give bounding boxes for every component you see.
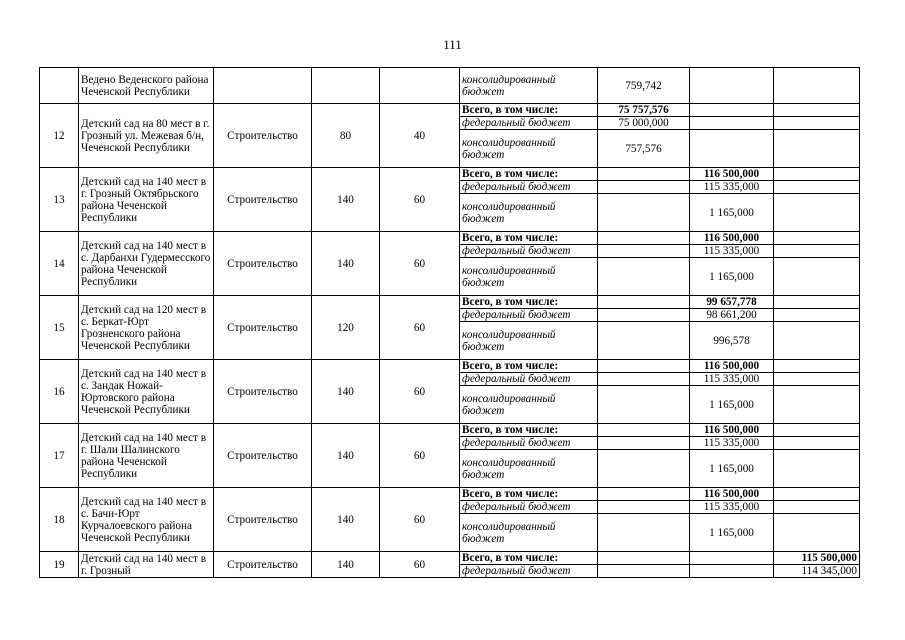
area: 60 [380,168,460,232]
total-value: 115 500,000 [774,552,860,565]
consolidated-budget-2019: 759,742 [598,68,690,104]
federal-budget-value: 115 335,000 [690,501,774,514]
row-number: 13 [40,168,79,232]
consolidated-budget-label: консолидированный бюджет [460,194,598,232]
total-value: 116 500,000 [690,424,774,437]
table-row [40,424,860,437]
object-name: Детский сад на 140 мест в г. Грозный [79,552,214,578]
object-name: Детский сад на 140 мест в с. Дарбанхи Гудермесского района Чеченской Республики [79,232,214,296]
total-value: 99 657,778 [690,296,774,309]
work-type: Строительство [214,168,312,232]
federal-budget-value: 115 335,000 [690,373,774,386]
consolidated-budget-label: консолидированный бюджет [460,386,598,424]
work-type: Строительство [214,424,312,488]
consolidated-budget-label: консолидированный бюджет [460,514,598,552]
consolidated-budget-value: 757,576 [598,130,690,168]
object-name: Детский сад на 140 мест в г. Шали Шалинского района Чеченской Республики [79,424,214,488]
total-value: 116 500,000 [690,488,774,501]
table-row [40,296,860,309]
total-label: Всего, в том числе: [460,296,598,309]
row-number: 15 [40,296,79,360]
total-label: Всего, в том числе: [460,360,598,373]
total-value: 116 500,000 [690,360,774,373]
total-label: Всего, в том числе: [460,168,598,181]
area: 60 [380,360,460,424]
consolidated-budget-label: консолидированный бюджет [460,68,598,104]
table-row [40,552,860,565]
consolidated-budget-label: консолидированный бюджет [460,450,598,488]
federal-budget-label: федеральный бюджет [460,501,598,514]
capacity: 140 [312,424,380,488]
consolidated-budget-label: консолидированный бюджет [460,130,598,168]
federal-budget-label: федеральный бюджет [460,117,598,130]
capacity: 140 [312,360,380,424]
row-number: 16 [40,360,79,424]
total-label: Всего, в том числе: [460,552,598,565]
area: 60 [380,424,460,488]
table-row [40,168,860,181]
row-number: 14 [40,232,79,296]
area: 40 [380,104,460,168]
federal-budget-label: федеральный бюджет [460,373,598,386]
table-row [40,104,860,117]
capacity: 140 [312,552,380,578]
object-name: Детский сад на 140 мест в с. Бачи-Юрт Курчалоевского района Чеченской Республики [79,488,214,552]
table-row [40,68,860,104]
table-row [40,360,860,373]
object-name: Детский сад на 140 мест в с. Зандак Ножай-Юртовского района Чеченской Республики [79,360,214,424]
area: 60 [380,296,460,360]
consolidated-budget-value: 1 165,000 [690,450,774,488]
federal-budget-value: 115 335,000 [690,181,774,194]
capacity: 120 [312,296,380,360]
area: 60 [380,552,460,578]
work-type: Строительство [214,296,312,360]
federal-budget-label: федеральный бюджет [460,245,598,258]
federal-budget-label: федеральный бюджет [460,181,598,194]
total-label: Всего, в том числе: [460,424,598,437]
consolidated-budget-label: консолидированный бюджет [460,258,598,296]
consolidated-budget-value: 1 165,000 [690,194,774,232]
federal-budget-value: 75 000,000 [598,117,690,130]
total-label: Всего, в том числе: [460,232,598,245]
work-type: Строительство [214,552,312,578]
federal-budget-value: 98 661,200 [690,309,774,322]
work-type: Строительство [214,360,312,424]
federal-budget-value: 115 335,000 [690,245,774,258]
row-number: 12 [40,104,79,168]
federal-budget-value: 114 345,000 [774,565,860,578]
work-type: Строительство [214,488,312,552]
area: 60 [380,488,460,552]
capacity: 80 [312,104,380,168]
federal-budget-value: 115 335,000 [690,437,774,450]
federal-budget-label: федеральный бюджет [460,309,598,322]
object-name: Ведено Веденского района Чеченской Республики [79,68,214,104]
object-name: Детский сад на 80 мест в г. Грозный ул. Межевая б/н, Чеченской Республики [79,104,214,168]
work-type: Строительство [214,104,312,168]
row-number: 17 [40,424,79,488]
total-label: Всего, в том числе: [460,104,598,117]
page-number: 111 [443,37,462,52]
total-value: 75 757,576 [598,104,690,117]
total-label: Всего, в том числе: [460,488,598,501]
consolidated-budget-label: консолидированный бюджет [460,322,598,360]
federal-budget-label: федеральный бюджет [460,565,598,578]
capacity: 140 [312,168,380,232]
capacity: 140 [312,488,380,552]
table-row [40,488,860,501]
consolidated-budget-value: 1 165,000 [690,514,774,552]
funding-table [39,67,860,578]
consolidated-budget-value: 996,578 [690,322,774,360]
row-number: 18 [40,488,79,552]
consolidated-budget-value: 1 165,000 [690,386,774,424]
object-name: Детский сад на 120 мест в с. Беркат-Юрт Грозненского района Чеченской Республики [79,296,214,360]
row-number: 19 [40,552,79,578]
area: 60 [380,232,460,296]
table-body [40,68,860,578]
table-row [40,232,860,245]
capacity: 140 [312,232,380,296]
row-number [40,68,79,104]
object-name: Детский сад на 140 мест в г. Грозный Октябрьского района Чеченской Республики [79,168,214,232]
federal-budget-label: федеральный бюджет [460,437,598,450]
total-value: 116 500,000 [690,232,774,245]
consolidated-budget-value: 1 165,000 [690,258,774,296]
total-value: 116 500,000 [690,168,774,181]
work-type: Строительство [214,232,312,296]
